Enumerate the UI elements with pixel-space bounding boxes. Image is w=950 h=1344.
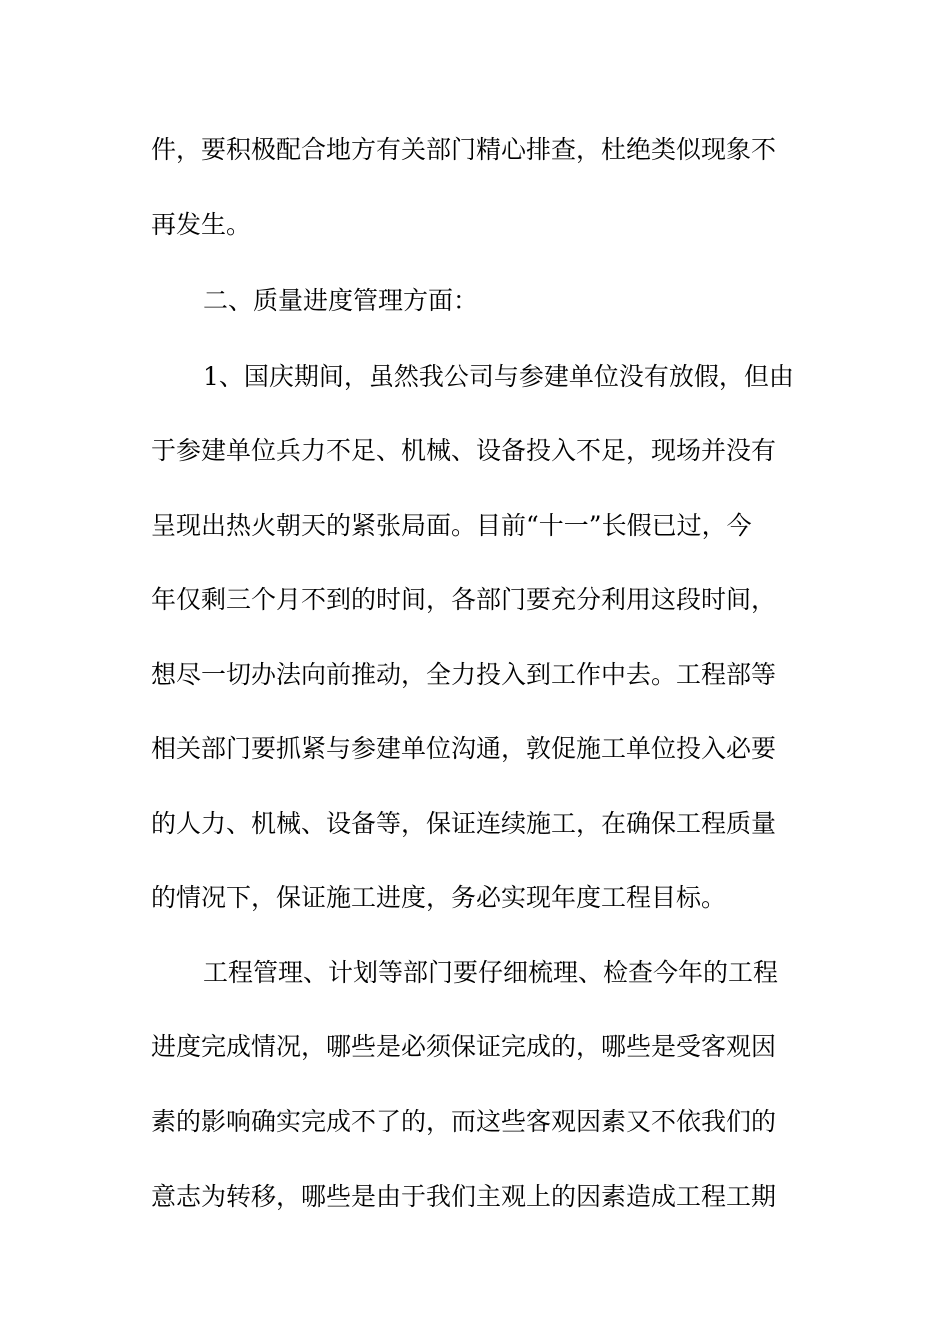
text-line: 意志为转移，哪些是由于我们主观上的因素造成工程工期 xyxy=(151,1182,777,1211)
text-line: 工程管理、计划等部门要仔细梳理、检查今年的工程 xyxy=(203,958,779,987)
text-line: 年仅剩三个月不到的时间，各部门要充分利用这段时间， xyxy=(151,585,777,614)
text-line: 想尽一切办法向前推动，全力投入到工作中去。工程部等 xyxy=(151,660,777,689)
text-line: 再发生。 xyxy=(151,210,252,239)
text-line: 相关部门要抓紧与参建单位沟通，敦促施工单位投入必要 xyxy=(151,734,777,763)
text-line: 素的影响确实完成不了的，而这些客观因素又不依我们的 xyxy=(151,1107,777,1136)
text-line: 于参建单位兵力不足、机械、设备投入不足，现场并没有 xyxy=(151,436,777,465)
text-line: 进度完成情况，哪些是必须保证完成的，哪些是受客观因 xyxy=(151,1032,777,1061)
text-line: 的人力、机械、设备等，保证连续施工，在确保工程质量 xyxy=(151,809,777,838)
text-line: 件，要积极配合地方有关部门精心排查，杜绝类似现象不 xyxy=(151,135,777,164)
text-line: 1、国庆期间，虽然我公司与参建单位没有放假，但由 xyxy=(203,362,794,391)
text-line: 的情况下，保证施工进度，务必实现年度工程目标。 xyxy=(151,883,727,912)
section-heading: 二、质量进度管理方面： xyxy=(203,286,479,315)
text-line: 呈现出热火朝天的紧张局面。目前“十一”长假已过，今 xyxy=(151,511,752,540)
